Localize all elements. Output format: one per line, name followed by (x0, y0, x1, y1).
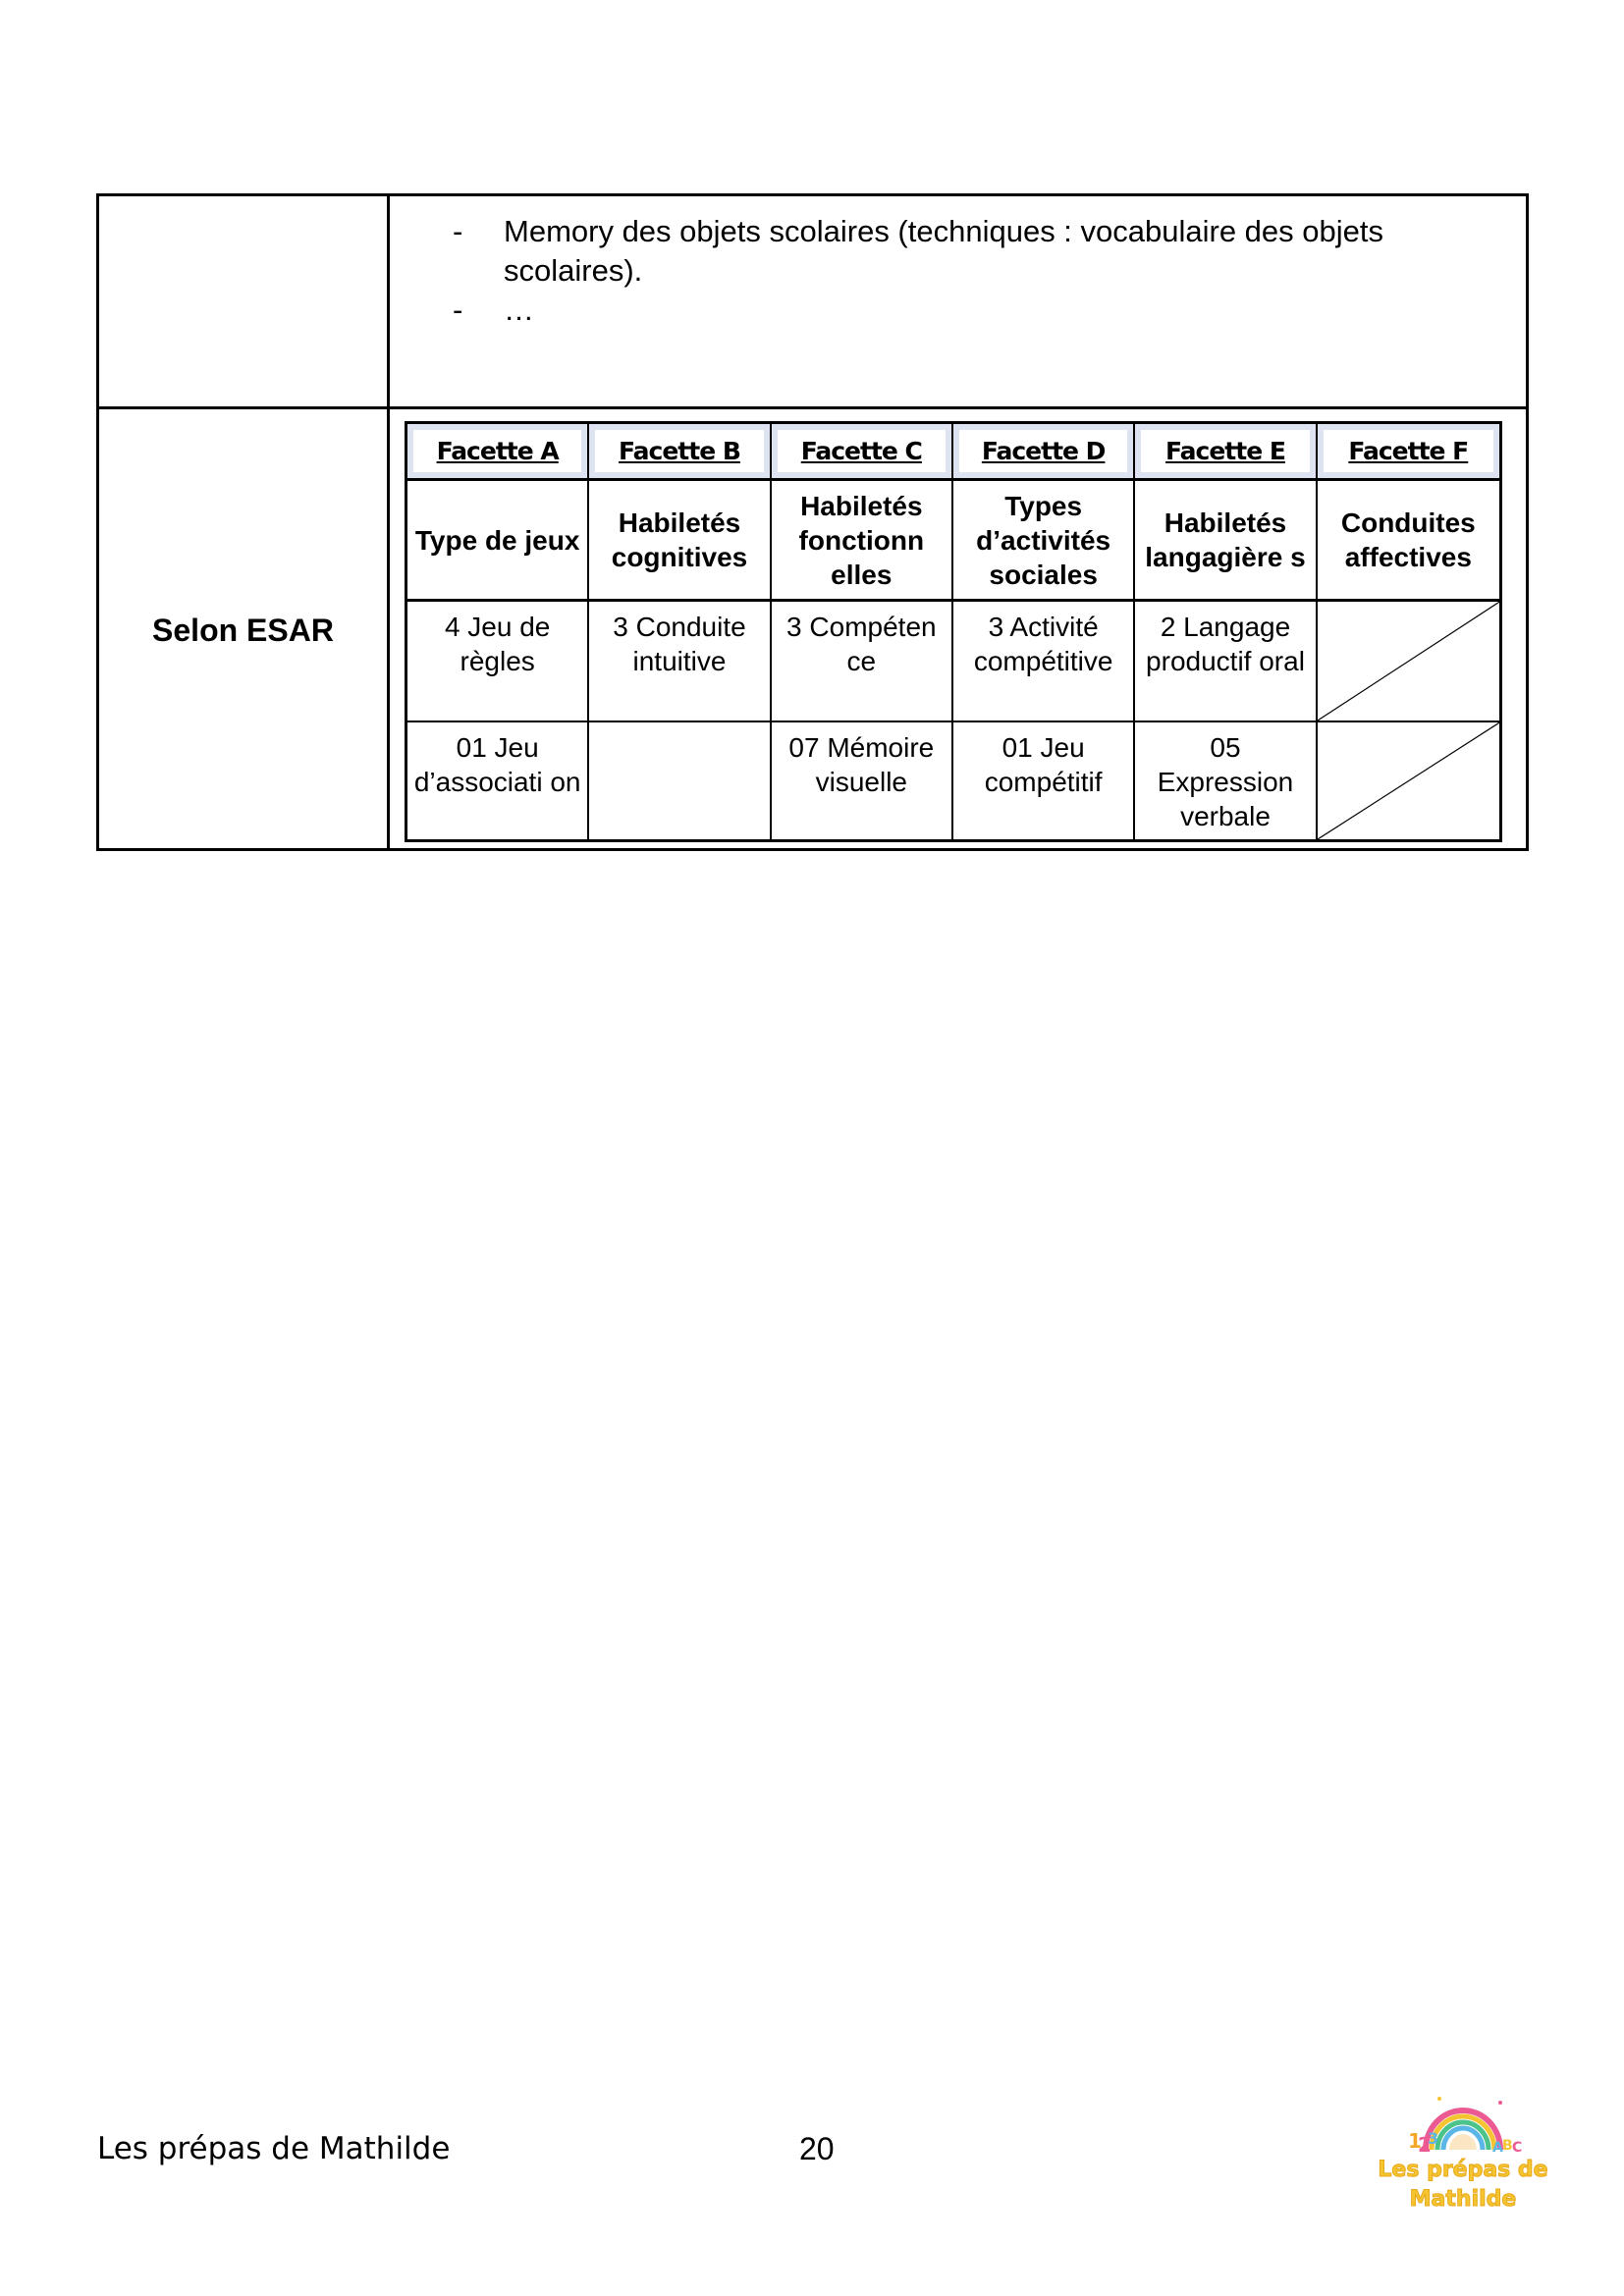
table-cell: 3 Activité compétitive (953, 602, 1135, 722)
table-cell: 4 Jeu de règles (407, 602, 589, 722)
subheader-cell: Type de jeux (407, 481, 589, 602)
facette-header-b: Facette B (589, 424, 771, 481)
facette-header-e: Facette E (1135, 424, 1317, 481)
subheader-cell: Types d’activités sociales (953, 481, 1135, 602)
table-cell: 3 Conduite intuitive (589, 602, 771, 722)
logo-text: Les prépas de Mathilde (1378, 2158, 1548, 2212)
bullet-text: … (504, 293, 534, 327)
diagonal-slash-icon (1318, 722, 1499, 839)
page-number: 20 (799, 2131, 835, 2166)
svg-text:1: 1 (1408, 2129, 1422, 2153)
subheader-cell: Habiletés fonctionn elles (772, 481, 953, 602)
facette-header-c: Facette C (772, 424, 953, 481)
bullet-list (453, 212, 1493, 330)
subheader-cell: Habiletés langagière s (1135, 481, 1317, 602)
bullet-dash: - (453, 293, 463, 327)
brand-logo (1375, 2089, 1551, 2226)
facette-header-d: Facette D (953, 424, 1135, 481)
esar-table (405, 421, 1502, 842)
diagonal-slash-icon (1318, 602, 1499, 721)
list-item (453, 212, 1493, 291)
rainbow-icon (1375, 2089, 1551, 2158)
crossed-out-cell (1318, 602, 1499, 722)
svg-text:C: C (1512, 2140, 1523, 2156)
table-cell: 07 Mémoire visuelle (772, 722, 953, 839)
crossed-out-cell (1318, 722, 1499, 839)
svg-text:B: B (1502, 2138, 1513, 2154)
subheader-cell: Habiletés cognitives (589, 481, 771, 602)
column-divider (387, 409, 390, 851)
svg-text:A: A (1492, 2140, 1503, 2156)
bullet-text: Memory des objets scolaires (techniques : vocabulaire des objets scolaires). (504, 214, 1384, 288)
table-cell: 01 Jeu compétitif (953, 722, 1135, 839)
svg-text:2: 2 (1418, 2133, 1432, 2157)
table-cell: 01 Jeu d’associati on (407, 722, 589, 839)
row-label-selon-esar: Selon ESAR (152, 612, 334, 648)
table-cell: 3 Compéten ce (772, 602, 953, 722)
table-cell (589, 722, 771, 839)
svg-text:3: 3 (1428, 2129, 1439, 2148)
facette-header-f: Facette F (1318, 424, 1499, 481)
footer-brand-text: Les prépas de Mathilde (97, 2131, 451, 2166)
bullet-dash: - (453, 214, 463, 248)
table-cell: 2 Langage productif oral (1135, 602, 1317, 722)
table-row-esar (99, 409, 1526, 851)
column-divider (387, 196, 390, 406)
facette-header-a: Facette A (407, 424, 589, 481)
list-item (453, 291, 1493, 330)
table-cell: 05 Expression verbale (1135, 722, 1317, 839)
main-table (96, 193, 1529, 851)
table-row-activities (99, 196, 1526, 409)
subheader-cell: Conduites affectives (1318, 481, 1499, 602)
